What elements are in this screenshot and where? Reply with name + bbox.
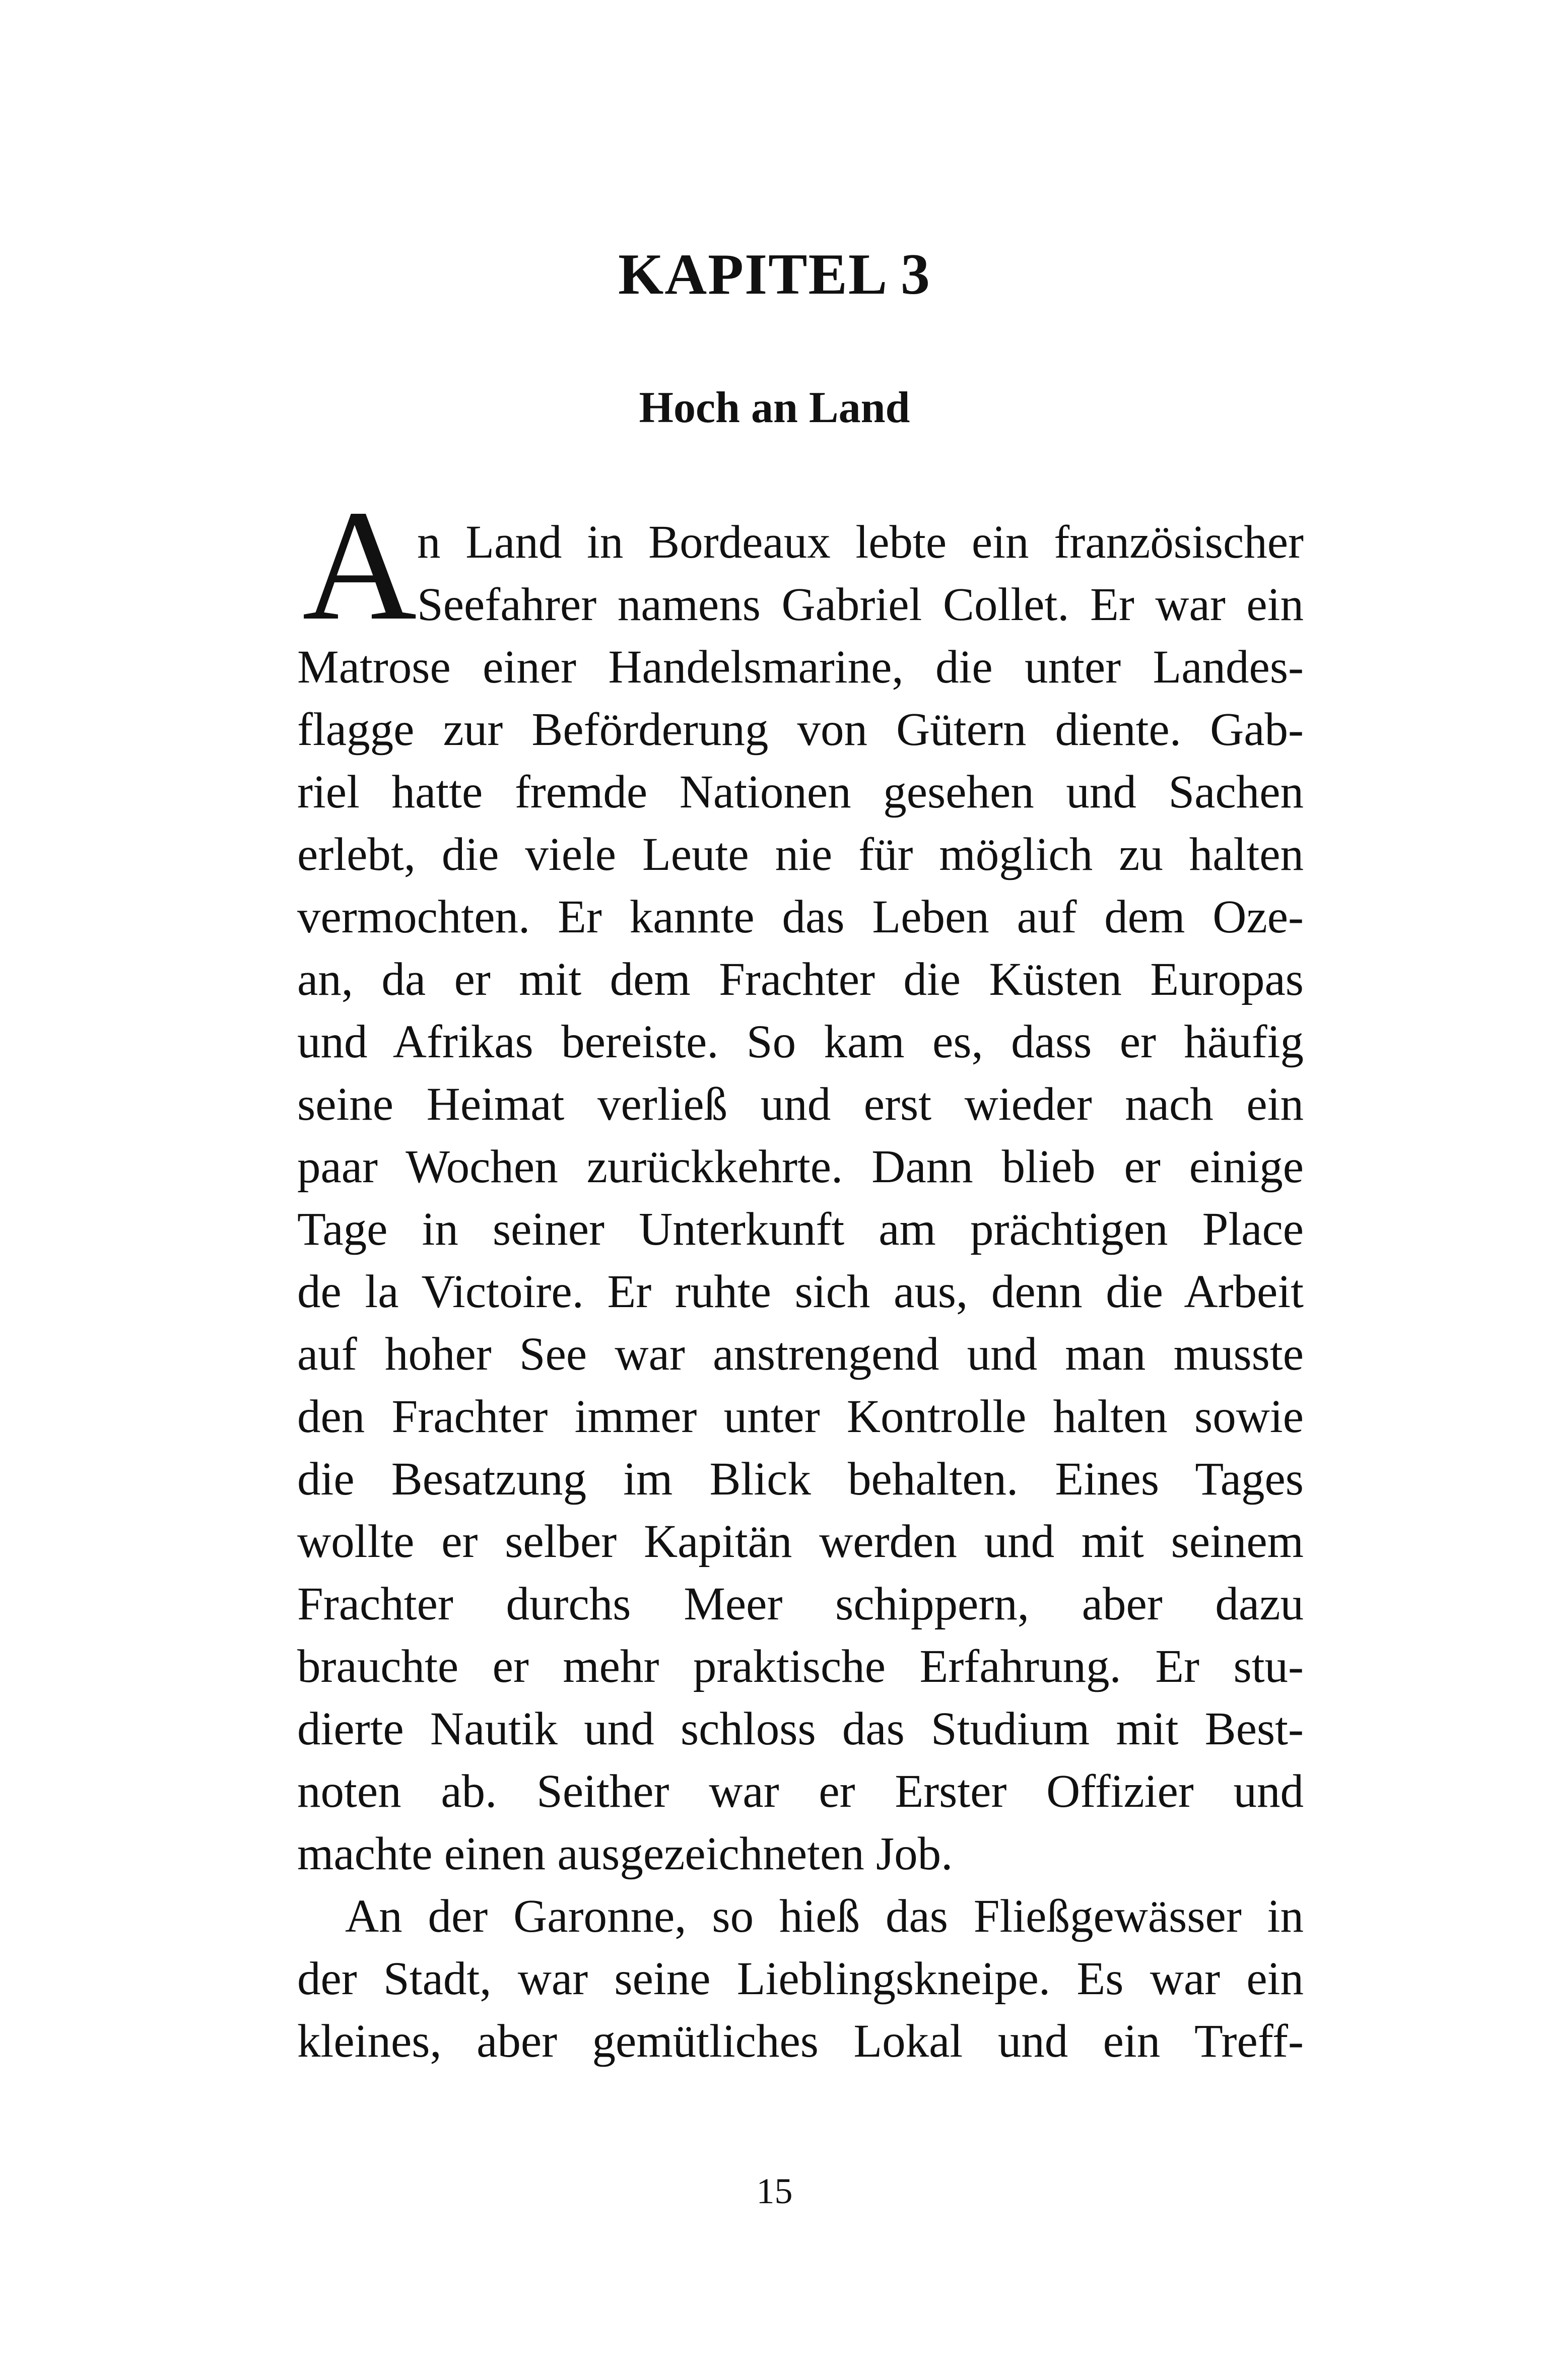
text-line: Matrose einer Handelsmarine, die unter Landes- xyxy=(297,641,1304,693)
text-line: wollte er selber Kapitän werden und mit seinem xyxy=(297,1516,1304,1568)
text-line: den Frachter immer unter Kontrolle halten sowie xyxy=(297,1391,1304,1443)
text-line: de la Victoire. Er ruhte sich aus, denn die Arbeit xyxy=(297,1266,1304,1318)
text-line: an, da er mit dem Frachter die Küsten Europas xyxy=(297,954,1304,1005)
page-number: 15 xyxy=(756,2171,793,2211)
text-line: Frachter durchs Meer schippern, aber dazu xyxy=(297,1578,1304,1630)
text-line: riel hatte fremde Nationen gesehen und Sachen xyxy=(297,766,1304,818)
drop-cap-letter: A xyxy=(302,478,417,653)
text-line: der Stadt, war seine Lieblingskneipe. Es war ein xyxy=(297,1953,1304,2005)
text-line: kleines, aber gemütliches Lokal und ein Treff- xyxy=(297,2015,1304,2067)
text-line: n Land in Bordeaux lebte ein französischer xyxy=(417,516,1304,568)
chapter-title: KAPITEL 3 xyxy=(618,242,931,307)
text-line: Tage in seiner Unterkunft am prächtigen Place xyxy=(297,1203,1304,1255)
text-line: auf hoher See war anstrengend und man musste xyxy=(297,1328,1304,1380)
text-line: paar Wochen zurückkehrte. Dann blieb er einige xyxy=(297,1141,1304,1193)
text-line: dierte Nautik und schloss das Studium mit Best- xyxy=(297,1703,1304,1755)
chapter-subtitle: Hoch an Land xyxy=(639,383,910,432)
text-line: und Afrikas bereiste. So kam es, dass er häufig xyxy=(297,1016,1304,1068)
text-line: noten ab. Seither war er Erster Offizier und xyxy=(297,1765,1304,1817)
text-line: Seefahrer namens Gabriel Collet. Er war ein xyxy=(417,579,1304,631)
text-line: seine Heimat verließ und erst wieder nach ein xyxy=(297,1078,1304,1130)
text-line: die Besatzung im Blick behalten. Eines Tages xyxy=(297,1453,1304,1505)
paragraph-1 xyxy=(297,511,1304,1885)
text-line: An der Garonne, so hieß das Fließgewässer in xyxy=(345,1890,1304,1942)
text-line: brauchte er mehr praktische Erfahrung. Er stu- xyxy=(297,1641,1304,1692)
text-line: flagge zur Beförderung von Gütern diente. Gab- xyxy=(297,704,1304,756)
text-line: machte einen ausgezeichneten Job. xyxy=(297,1828,953,1880)
text-line: erlebt, die viele Leute nie für möglich zu halten xyxy=(297,829,1304,880)
paragraph-2 xyxy=(297,1885,1304,2073)
body-text xyxy=(297,511,1304,2073)
text-line: vermochten. Er kannte das Leben auf dem Oze- xyxy=(297,891,1304,943)
